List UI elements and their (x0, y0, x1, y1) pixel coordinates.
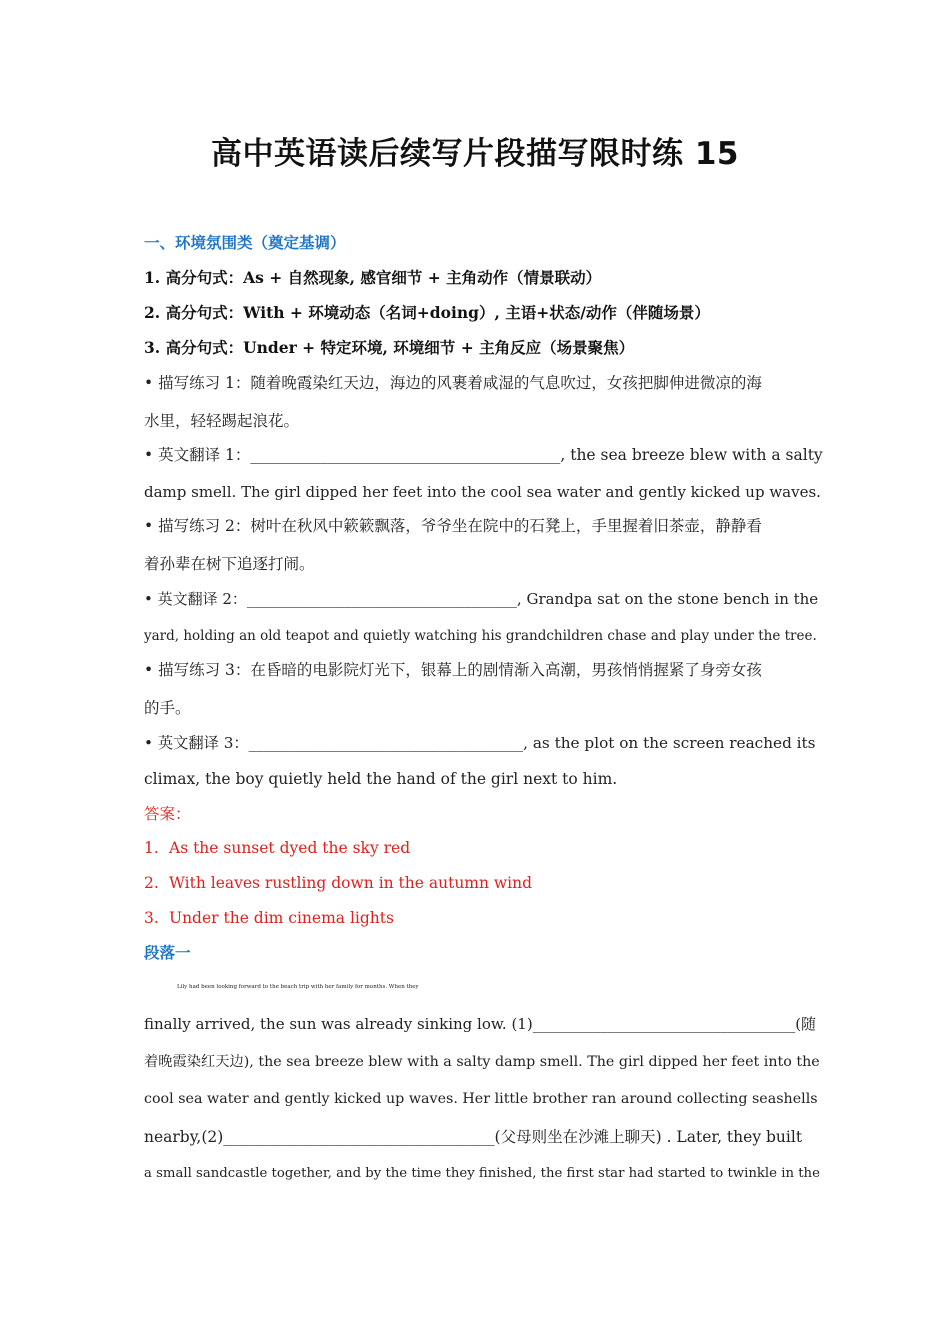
answer-item (144, 908, 814, 928)
exercise-1-desc-cont: 水里，轻轻踢起浪花。 (144, 412, 300, 430)
exercise-2-translation-cont: yard, holding an old teapot and quietly watching his grandchildren chase and play under the tree. (144, 628, 817, 644)
answer-label: 答案： (144, 805, 191, 823)
answer-text: Under the dim cinema lights (169, 909, 394, 927)
sentence-pattern-3: 3. 高分句式：Under + 特定环境, 环境细节 + 主角反应（场景聚焦） (144, 338, 635, 357)
paragraph-line: Lily had been looking forward to the beach trip with her family for months. When they (177, 984, 419, 990)
answer-number: 2. (144, 874, 159, 892)
exercise-3-desc: • 描写练习 3：在昏暗的电影院灯光下，银幕上的剧情渐入高潮，男孩悄悄握紧了身旁女孩 (144, 661, 762, 679)
paragraph-line: nearby,(2)___________________________________(父母则坐在沙滩上聊天) . Later, they built (144, 1128, 803, 1146)
section-heading: 一、环境氛围类（奠定基调） (144, 233, 346, 252)
answer-text: With leaves rustling down in the autumn wind (169, 874, 533, 892)
exercise-2-desc: • 描写练习 2：树叶在秋风中簌簌飘落，爷爷坐在院中的石凳上，手里握着旧茶壶，静静看 (144, 517, 762, 535)
answer-text: As the sunset dyed the sky red (169, 839, 411, 857)
exercise-1-translation-cont: damp smell. The girl dipped her feet into the cool sea water and gently kicked up waves. (144, 483, 821, 501)
sentence-pattern-1: 1. 高分句式：As + 自然现象, 感官细节 + 主角动作（情景联动） (144, 268, 602, 287)
paragraph-line: cool sea water and gently kicked up waves. Her little brother ran around collecting seashells (144, 1091, 818, 1107)
answer-number: 3. (144, 909, 159, 927)
exercise-2-translation: • 英文翻译 2：____________________________________, Grandpa sat on the stone bench in the (144, 590, 819, 608)
exercise-3-translation: • 英文翻译 3：____________________________________, as the plot on the screen reached its (144, 734, 816, 752)
exercise-1-translation: • 英文翻译 1：________________________________________, the sea breeze blew with a salty (144, 446, 823, 464)
sentence-pattern-2: 2. 高分句式：With + 环境动态（名词+doing）, 主语+状态/动作（伴随场景） (144, 303, 710, 322)
page-title: 高中英语读后续写片段描写限时练 15 (211, 136, 739, 172)
answer-item (144, 873, 814, 893)
exercise-3-translation-cont: climax, the boy quietly held the hand of the girl next to him. (144, 770, 618, 788)
exercise-3-desc-cont: 的手。 (144, 699, 191, 717)
answer-item (144, 838, 814, 858)
exercise-1-desc: • 描写练习 1：随着晚霞染红天边，海边的风裹着咸湿的气息吹过，女孩把脚伸进微凉的海 (144, 374, 762, 392)
exercise-2-desc-cont: 着孙辈在树下追逐打闹。 (144, 555, 315, 573)
paragraph-line: a small sandcastle together, and by the time they finished, the first star had started to twinkle in the (144, 1166, 820, 1181)
answer-number: 1. (144, 839, 159, 857)
paragraph-line: 着晚霞染红天边), the sea breeze blew with a salty damp smell. The girl dipped her feet into the (144, 1054, 820, 1070)
paragraph-heading: 段落一 (144, 943, 191, 962)
paragraph-line: finally arrived, the sun was already sinking low. (1)___________________________________(随 (144, 1015, 817, 1033)
